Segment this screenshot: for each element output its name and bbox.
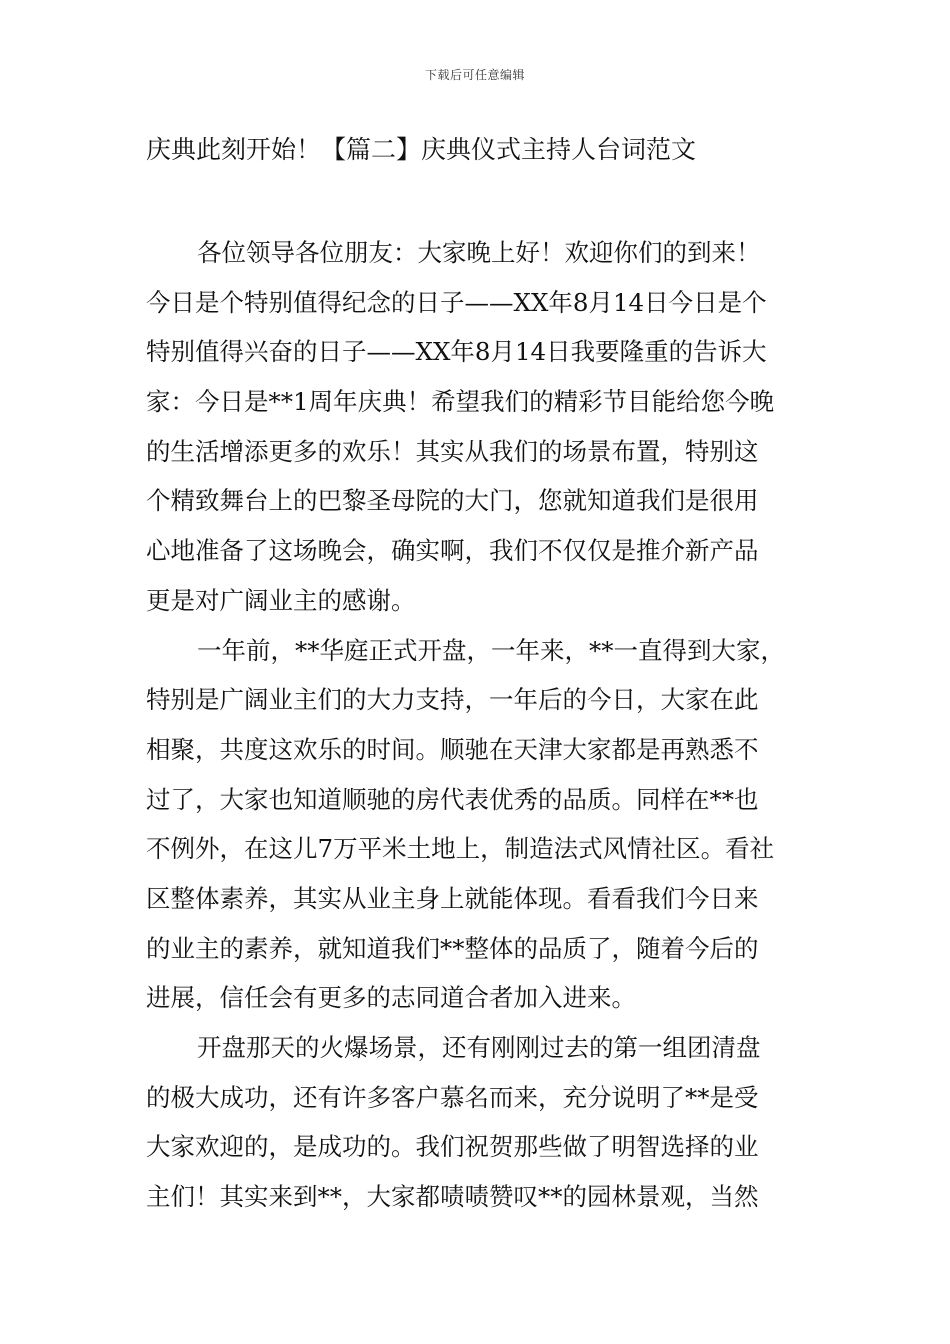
text-line: 一年前，**华庭正式开盘，一年来，**一直得到大家， (197, 635, 785, 665)
text-line: 不例外，在这儿7万平米土地上，制造法式风情社区。看社 (146, 834, 775, 864)
text-line: 的生活增添更多的欢乐！其实从我们的场景布置，特别这 (146, 436, 759, 466)
text-line: 大家欢迎的，是成功的。我们祝贺那些做了明智选择的业 (146, 1132, 759, 1162)
text-line: 今日是个特别值得纪念的日子——XX年8月14日今日是个 (146, 287, 767, 317)
paragraph-1 (146, 228, 826, 626)
text-line: 心地准备了这场晚会，确实啊，我们不仅仅是推介新产品 (146, 536, 759, 566)
paragraph-2 (146, 626, 826, 1024)
paragraph-3 (146, 1023, 826, 1222)
text-line: 个精致舞台上的巴黎圣母院的大门，您就知道我们是很用 (146, 486, 759, 516)
text-line: 开盘那天的火爆场景，还有刚刚过去的第一组团清盘 (197, 1033, 761, 1062)
text-line: 的极大成功，还有许多客户慕名而来，充分说明了**是受 (146, 1082, 759, 1112)
text-line: 主们！其实来到**，大家都啧啧赞叹**的园林景观，当然 (146, 1182, 759, 1212)
document-body (146, 228, 826, 1222)
text-line: 区整体素养，其实从业主身上就能体现。看看我们今日来 (146, 883, 759, 913)
section-title: 庆典此刻开始！【篇二】庆典仪式主持人台词范文 (146, 135, 697, 164)
text-line: 相聚，共度这欢乐的时间。顺驰在天津大家都是再熟悉不 (146, 734, 759, 764)
text-line: 更是对广阔业主的感谢。 (146, 585, 416, 615)
text-line: 家：今日是**1周年庆典！希望我们的精彩节目能给您今晚 (146, 387, 775, 417)
text-line: 各位领导各位朋友：大家晚上好！欢迎你们的到来！ (197, 238, 761, 267)
text-line: 特别值得兴奋的日子——XX年8月14日我要隆重的告诉大 (146, 337, 767, 367)
text-line: 的业主的素养，就知道我们**整体的品质了，随着今后的 (146, 933, 759, 963)
page-header-note: 下载后可任意编辑 (424, 68, 525, 82)
text-line: 进展，信任会有更多的志同道合者加入进来。 (146, 983, 636, 1013)
text-line: 特别是广阔业主们的大力支持，一年后的今日，大家在此 (146, 685, 759, 715)
text-line: 过了，大家也知道顺驰的房代表优秀的品质。同样在**也 (146, 784, 759, 814)
